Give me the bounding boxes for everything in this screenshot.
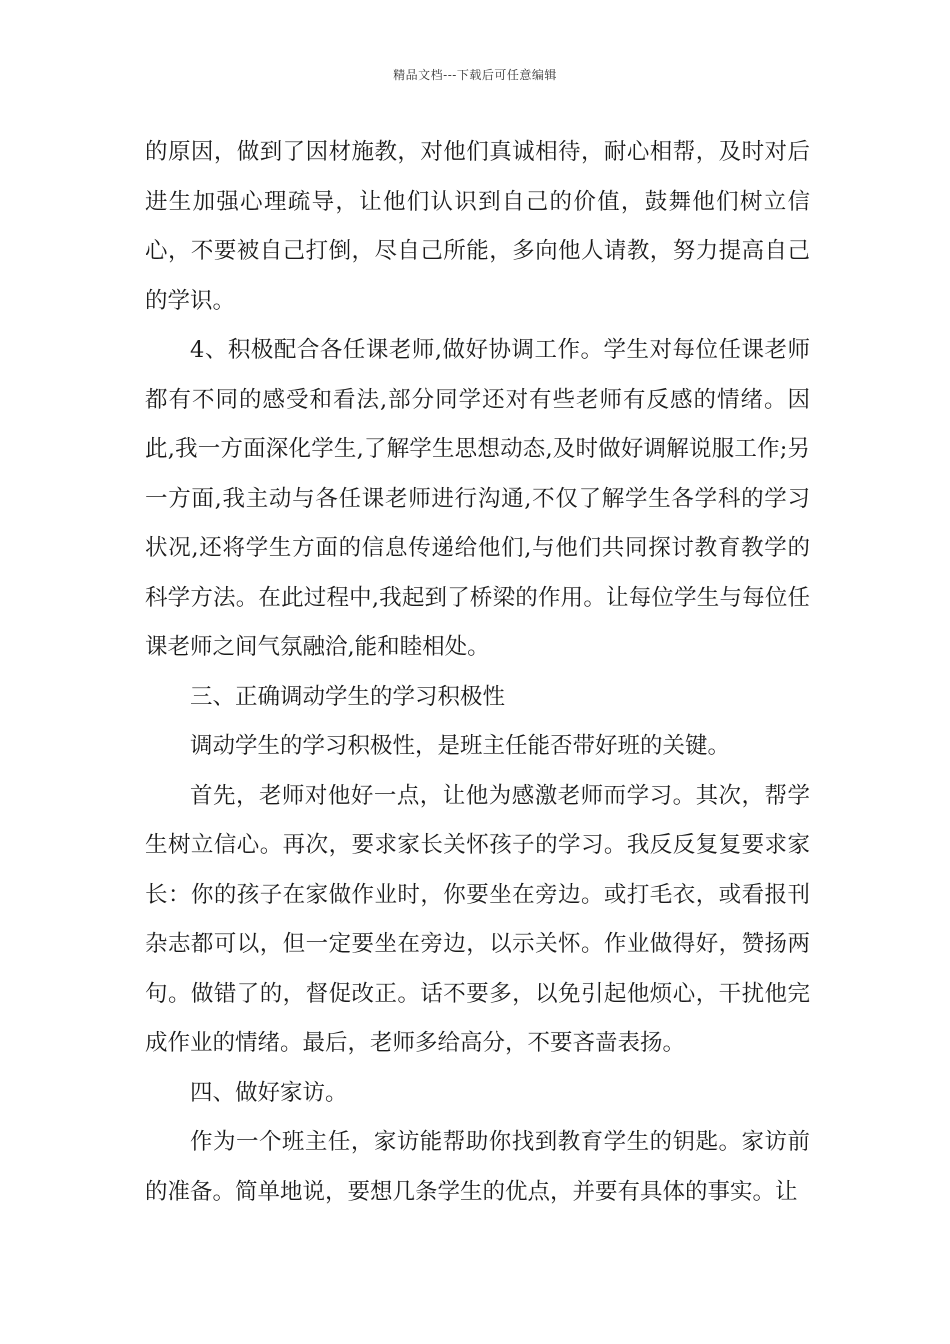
section-heading-3: 三、正确调动学生的学习积极性 <box>190 683 506 710</box>
paragraph-4: 首先，老师对他好一点，让他为感激老师而学习。其次，帮学生树立信心。再次，要求家长关怀孩子的学习。我反反复复要求家长：你的孩子在家做作业时，你要坐在旁边。或打毛衣，或看报刊杂志都可以，但一定要坐在旁边，以示关怀。作业做得好，赞扬两句。做错了的，督促改正。话不要多，以免引起他烦心，干扰他完成作业的情绪。最后，老师多给高分，不要吝啬表扬。 <box>145 782 810 1056</box>
document-body <box>145 128 810 1217</box>
paragraph-3: 调动学生的学习积极性，是班主任能否带好班的关键。 <box>190 733 731 759</box>
paragraph-2: 4、积极配合各任课老师,做好协调工作。学生对每位任课老师都有不同的感受和看法,部分同学还对有些老师有反感的情绪。因此,我一方面深化学生,了解学生思想动态,及时做好调解说服工作;另一方面,我主动与各任课老师进行沟通,不仅了解学生各学科的学习状况,还将学生方面的信息传递给他们,与他们共同探讨教育教学的科学方法。在此过程中,我起到了桥梁的作用。让每位学生与每位任课老师之间气氛融洽,能和睦相处。 <box>145 337 810 660</box>
paragraph-1: 的原因，做到了因材施教，对他们真诚相待，耐心相帮，及时对后进生加强心理疏导，让他们认识到自己的价值，鼓舞他们树立信心，不要被自己打倒，尽自己所能，多向他人请教，努力提高自己的学识。 <box>145 139 810 314</box>
section-heading-4: 四、做好家访。 <box>190 1079 348 1106</box>
paragraph-5: 作为一个班主任，家访能帮助你找到教育学生的钥匙。家访前的准备。简单地说，要想几条学生的优点，并要有具体的事实。让 <box>145 1129 810 1205</box>
page-header: 精品文档---下载后可任意编辑 <box>393 68 557 82</box>
